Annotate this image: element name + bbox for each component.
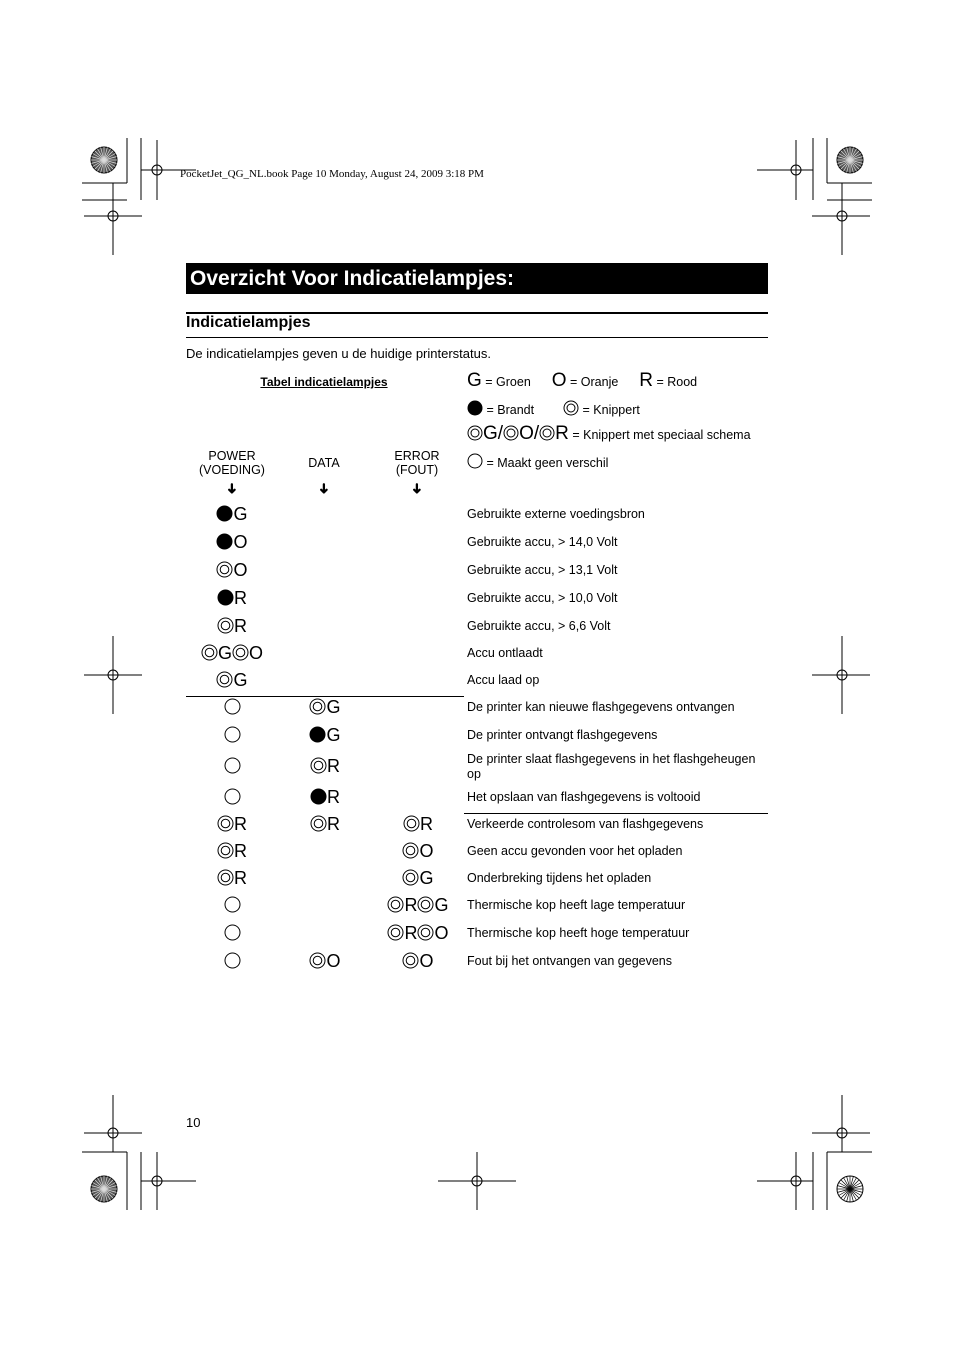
indicator-description: Gebruikte accu, > 13,1 Volt [467, 563, 618, 577]
indicator-data [279, 950, 371, 972]
indicator-power [186, 615, 278, 637]
blink-dot-icon [309, 698, 326, 715]
indicator-color-letter: R [234, 616, 247, 636]
indicator-color-letter: G [326, 725, 341, 745]
legend-solid-text: = Brandt [483, 403, 535, 417]
indicator-power [186, 503, 278, 525]
intro-text: De indicatielampjes geven u de huidige printerstatus. [186, 346, 491, 361]
indicator-error [372, 867, 464, 889]
indicator-color-letter: R [327, 787, 340, 807]
indicator-color-letter: R [327, 756, 340, 776]
indicator-color-letter: G [233, 504, 248, 524]
legend-special-text: = Knippert met speciaal schema [568, 428, 751, 442]
indicator-power [186, 669, 278, 691]
legend-g-text: = Groen [481, 375, 531, 389]
indicator-color-letter: R [234, 841, 247, 861]
book-header: PocketJet_QG_NL.book Page 10 Monday, August 24, 2009 3:18 PM [180, 168, 484, 180]
indicator-color-letter: O [419, 951, 434, 971]
indicator-color-letter: R [404, 923, 418, 943]
group-separator [464, 813, 768, 814]
empty-circle-icon [224, 757, 241, 774]
indicator-error [372, 894, 464, 916]
empty-circle-icon [224, 788, 241, 805]
legend-states [467, 400, 640, 417]
indicator-color-letter: R [420, 814, 433, 834]
legend-o-letter: O [551, 370, 567, 391]
column-header-power-line1: POWER [208, 449, 256, 463]
indicator-color-letter: O [419, 841, 434, 861]
indicator-color-letter: O [249, 643, 264, 663]
blink-dot-icon [467, 425, 483, 441]
blink-dot-icon [201, 644, 218, 661]
solid-dot-icon [216, 533, 233, 550]
legend-special [467, 423, 751, 445]
indicator-description: Gebruikte accu, > 14,0 Volt [467, 535, 618, 549]
section-title: Indicatielampjes [186, 314, 311, 331]
column-header-power [187, 449, 277, 477]
blink-dot-icon [417, 924, 434, 941]
indicator-power [186, 531, 278, 553]
indicator-description: Accu laad op [467, 673, 540, 687]
empty-circle-icon [467, 453, 483, 469]
indicator-data [279, 724, 371, 746]
page-number: 10 [186, 1115, 201, 1130]
column-header-error-line1: ERROR [394, 449, 440, 463]
blink-dot-icon [539, 425, 555, 441]
indicator-error [372, 922, 464, 944]
indicator-description: Fout bij het ontvangen van gegevens [467, 954, 673, 968]
blink-dot-icon [232, 644, 249, 661]
solid-dot-icon [310, 788, 327, 805]
indicator-power [186, 786, 278, 808]
indicator-color-letter: G [434, 895, 449, 915]
blink-dot-icon [403, 815, 420, 832]
legend-colors [467, 370, 697, 392]
blink-dot-icon [216, 561, 233, 578]
blink-dot-icon [387, 924, 404, 941]
legend-empty-text: = Maakt geen verschil [483, 456, 609, 470]
indicator-color-letter: R [327, 814, 340, 834]
indicator-error [372, 950, 464, 972]
indicator-power [186, 642, 278, 664]
blink-dot-icon [387, 896, 404, 913]
blink-dot-icon [217, 815, 234, 832]
indicator-description: Accu ontlaadt [467, 646, 543, 660]
indicator-description: Onderbreking tijdens het opladen [467, 871, 652, 885]
blink-dot-icon [309, 952, 326, 969]
page-title: Overzicht Voor Indicatielampjes: [186, 263, 768, 294]
empty-circle-icon [224, 726, 241, 743]
indicator-data [279, 696, 371, 718]
indicator-description: Gebruikte accu, > 10,0 Volt [467, 591, 618, 605]
indicator-description: De printer slaat flashgegevens in het flashgeheugen op [467, 752, 756, 781]
legend-special-o: O/ [519, 423, 540, 444]
arrow-down-icon: ➜ [316, 482, 333, 495]
indicator-color-letter: G [326, 697, 341, 717]
legend-r-text: = Rood [653, 375, 698, 389]
empty-circle-icon [224, 698, 241, 715]
indicator-color-letter: O [233, 532, 248, 552]
solid-dot-icon [467, 400, 483, 416]
indicator-power [186, 867, 278, 889]
blink-dot-icon [217, 842, 234, 859]
section-rule-bottom [186, 337, 768, 338]
indicator-power [186, 724, 278, 746]
blink-dot-icon [402, 842, 419, 859]
indicator-description: Het opslaan van flashgegevens is voltooid [467, 790, 701, 804]
arrow-down-icon: ➜ [409, 482, 426, 495]
indicator-description: De printer ontvangt flashgegevens [467, 728, 658, 742]
indicator-error [372, 813, 464, 835]
indicator-power [186, 696, 278, 718]
legend-empty [467, 453, 608, 470]
column-header-power-line2: (VOEDING) [199, 463, 265, 477]
blink-dot-icon [503, 425, 519, 441]
blink-dot-icon [310, 815, 327, 832]
indicator-description: Verkeerde controlesom van flashgegevens [467, 817, 704, 831]
indicator-color-letter: R [234, 868, 247, 888]
blink-dot-icon [216, 671, 233, 688]
indicator-color-letter: R [404, 895, 418, 915]
indicator-power [186, 894, 278, 916]
legend-o-text: = Oranje [566, 375, 619, 389]
legend-special-r: R [555, 423, 569, 444]
indicator-data [279, 755, 371, 777]
empty-circle-icon [224, 952, 241, 969]
legend-r-letter: R [639, 370, 653, 391]
blink-dot-icon [217, 869, 234, 886]
indicator-color-letter: G [217, 643, 232, 663]
blink-dot-icon [402, 952, 419, 969]
indicator-color-letter: R [234, 588, 247, 608]
blink-dot-icon [563, 400, 579, 416]
column-header-error [372, 449, 462, 477]
column-header-error-line2: (FOUT) [395, 463, 439, 477]
empty-circle-icon [224, 896, 241, 913]
indicator-power [186, 922, 278, 944]
indicator-description: Gebruikte accu, > 6,6 Volt [467, 619, 611, 633]
indicator-error [372, 840, 464, 862]
indicator-color-letter: R [234, 814, 247, 834]
blink-dot-icon [402, 869, 419, 886]
indicator-description: Thermische kop heeft hoge temperatuur [467, 926, 690, 940]
solid-dot-icon [217, 589, 234, 606]
solid-dot-icon [309, 726, 326, 743]
blink-dot-icon [310, 757, 327, 774]
legend-blink-text: = Knippert [579, 403, 640, 417]
indicator-power [186, 950, 278, 972]
solid-dot-icon [216, 505, 233, 522]
indicator-data [279, 786, 371, 808]
column-header-data [279, 456, 369, 470]
indicator-power [186, 813, 278, 835]
indicator-power [186, 755, 278, 777]
column-header-data-line1: DATA [308, 456, 340, 470]
indicator-power [186, 840, 278, 862]
arrow-down-icon: ➜ [224, 482, 241, 495]
indicator-color-letter: G [419, 868, 434, 888]
legend-special-g: G/ [483, 423, 504, 444]
blink-dot-icon [217, 617, 234, 634]
indicator-power [186, 587, 278, 609]
indicator-description: De printer kan nieuwe flashgegevens ontvangen [467, 700, 735, 714]
indicator-power [186, 559, 278, 581]
indicator-description: Gebruikte externe voedingsbron [467, 507, 645, 521]
empty-circle-icon [224, 924, 241, 941]
indicator-description: Geen accu gevonden voor het opladen [467, 844, 683, 858]
indicator-color-letter: O [434, 923, 449, 943]
indicator-description: Thermische kop heeft lage temperatuur [467, 898, 686, 912]
table-title: Tabel indicatielampjes [260, 375, 388, 389]
indicator-color-letter: G [233, 670, 248, 690]
indicator-color-letter: O [326, 951, 341, 971]
blink-dot-icon [417, 896, 434, 913]
legend-g-letter: G [467, 370, 482, 391]
indicator-data [279, 813, 371, 835]
indicator-color-letter: O [233, 560, 248, 580]
